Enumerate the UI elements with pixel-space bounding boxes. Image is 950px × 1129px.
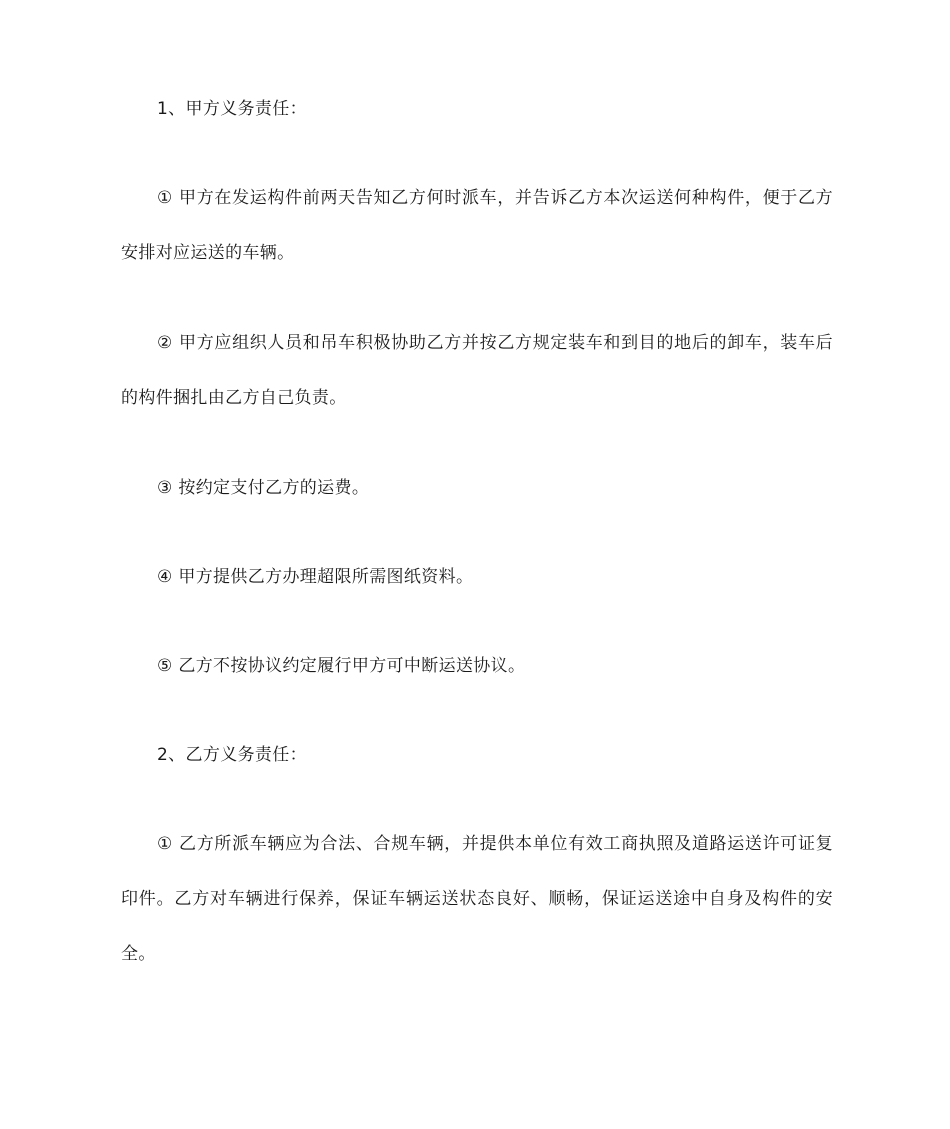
section-2-item-1: ① 乙方所派车辆应为合法、合规车辆，并提供本单位有效工商执照及道路运送许可证复印件。乙方对车辆进行保养，保证车辆运送状态良好、顺畅，保证运送途中自身及构件的安全。 xyxy=(121,834,833,964)
section-1-item-5: ⑤ 乙方不按协议约定履行甲方可中断运送协议。 xyxy=(157,656,526,676)
section-2-heading: 2、乙方义务责任： xyxy=(157,745,307,765)
section-1-heading: 1、甲方义务责任： xyxy=(157,99,307,119)
section-1-item-4: ④ 甲方提供乙方办理超限所需图纸资料。 xyxy=(157,567,474,587)
section-1-item-3: ③ 按约定支付乙方的运费。 xyxy=(157,478,370,498)
section-1-item-2: ② 甲方应组织人员和吊车积极协助乙方并按乙方规定装车和到目的地后的卸车，装车后的构件捆扎由乙方自己负责。 xyxy=(121,333,833,408)
section-1-item-1: ① 甲方在发运构件前两天告知乙方何时派车，并告诉乙方本次运送何种构件，便于乙方安排对应运送的车辆。 xyxy=(121,188,833,263)
